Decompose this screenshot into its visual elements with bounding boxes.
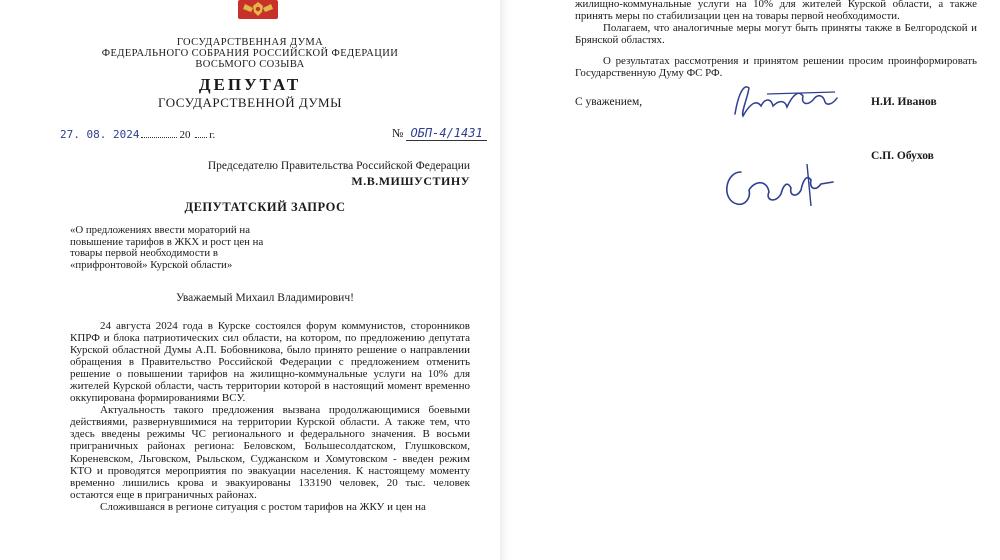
body-paragraph: Сложившаяся в регионе ситуация с ростом тарифов на ЖКУ и цен на <box>100 500 426 513</box>
letter-body <box>70 320 470 513</box>
closing-regards: С уважением, <box>575 96 643 108</box>
header-state-duma: ГОСУДАРСТВЕННОЙ ДУМЫ <box>158 95 342 110</box>
body-paragraph: О результатах рассмотрения и принятом решении просим проинформировать Государственную Думу ФС РФ. <box>575 55 977 80</box>
document-subject: «О предложениях ввести мораторий на повышение тарифов в ЖКХ и рост цен на товары первой необходимости в «прифронтовой» Курской области» <box>70 224 264 271</box>
handwritten-date: 27. 08. 2024 <box>60 128 140 141</box>
registration-prefix: № <box>392 126 404 140</box>
header-deputat: ДЕПУТАТ <box>198 75 302 94</box>
body-paragraph: Актуальность такого предложения вызвана продолжающимися боевыми действиями, развернувшимися на территории Курской области. А также тем, что здесь введены режимы ЧС регионального и федерального значения. В восьми приграничных районах региона: Беловском, Большесолдатском, Глушковском, Кореневском, Льговском, Рыльском, Суджанском и Хомутовском - введен режим КТО и проводятся мероприятия по эвакуации населения. К настоящему моменту временно лишились крова и эвакуированы 133190 человек, 20 тыс. человек остаются еще в приграничных районах. <box>70 404 470 501</box>
header-line-convocation: ВОСЬМОГО СОЗЫВА <box>195 59 305 70</box>
page-divider <box>500 0 515 560</box>
body-paragraph: жилищно-коммунальные услуги на 10% для жителей Курской области, а также принять меры по стабилизации цен на товары первой необходимости. <box>575 0 977 23</box>
dotted-blank-year <box>195 137 207 138</box>
body-paragraph: Полагаем, что аналогичные меры могут быть приняты также в Белгородской и Брянской областях. <box>575 22 977 47</box>
header-line-duma: ГОСУДАРСТВЕННАЯ ДУМА <box>176 37 324 48</box>
right-page <box>515 0 1000 560</box>
printed-year: 20 <box>179 129 191 141</box>
registration-number <box>392 126 487 141</box>
signature-obukhov <box>715 150 845 220</box>
body-paragraph: 24 августа 2024 года в Курске состоялся форум коммунистов, сторонников КПРФ и блока патриотических сил области, на котором, по предложению депутата Курской областной Думы А.П. Бобовникова, было принято решение о направлении обращения в Правительство Российской Федерации с предложением отменить решение о повышении тарифов на жилищно-коммунальные услуги на 10% для жителей Курской области, часть территории которой в настоящий момент временно оккупирована формированиями ВСУ. <box>70 320 470 405</box>
dotted-blank <box>141 137 177 138</box>
registration-number-value: ОБП-4/1431 <box>406 126 486 141</box>
signatory-name-ivanov: Н.И. Иванов <box>871 96 937 108</box>
continuation-text <box>575 0 977 46</box>
header-line-federal-assembly: ФЕДЕРАЛЬНОГО СОБРАНИЯ РОССИЙСКОЙ ФЕДЕРАЦИИ <box>101 48 399 59</box>
document-title: ДЕПУТАТСКИЙ ЗАПРОС <box>184 200 346 214</box>
addressee-title: Председателю Правительства Российской Федерации <box>207 160 470 172</box>
date-line <box>60 128 215 141</box>
year-suffix: г. <box>209 129 216 141</box>
coat-of-arms-icon <box>233 0 283 22</box>
signature-ivanov <box>727 80 842 125</box>
addressee-name: М.В.МИШУСТИНУ <box>351 174 470 188</box>
signatory-name-obukhov: С.П. Обухов <box>871 150 934 162</box>
result-request-text <box>575 55 977 79</box>
salutation: Уважаемый Михаил Владимирович! <box>176 292 354 304</box>
